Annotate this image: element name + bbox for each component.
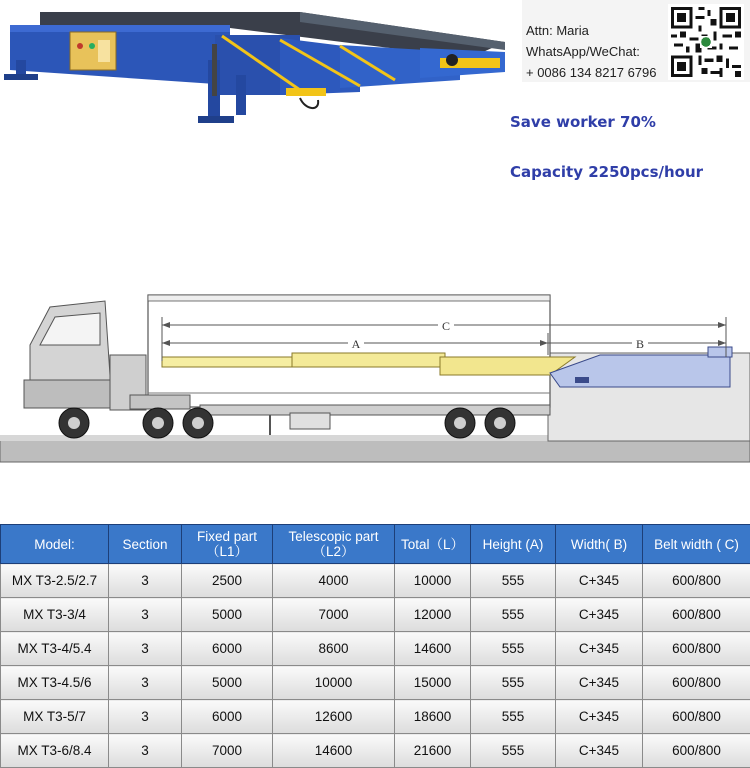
cell-belt-width: 600/800 (643, 734, 750, 768)
cell-model: MX T3-3/4 (1, 598, 109, 632)
cell-fixed-part: 2500 (182, 564, 273, 598)
cell-fixed-part: 6000 (182, 700, 273, 734)
table-row (1, 734, 750, 768)
header-section: Section (109, 525, 182, 564)
cell-section: 3 (109, 734, 182, 768)
table-row (1, 564, 750, 598)
cell-telescopic-part: 12600 (273, 700, 395, 734)
cell-height: 555 (471, 598, 556, 632)
cell-fixed-part: 5000 (182, 666, 273, 700)
conveyor-photo (0, 0, 505, 130)
cell-height: 555 (471, 734, 556, 768)
cell-height: 555 (471, 632, 556, 666)
cell-width: C+345 (556, 700, 643, 734)
cell-total: 14600 (395, 632, 471, 666)
contact-attn: Attn: Maria (526, 23, 589, 38)
cell-telescopic-part: 10000 (273, 666, 395, 700)
cell-section: 3 (109, 598, 182, 632)
table-row (1, 598, 750, 632)
contact-whatsapp-label: WhatsApp/WeChat: (526, 44, 640, 59)
feature-save-worker: Save worker 70% (510, 113, 656, 131)
contact-phone: + 0086 134 8217 6796 (526, 65, 657, 80)
cell-width: C+345 (556, 734, 643, 768)
dimension-label-a: A (352, 337, 361, 351)
cell-belt-width: 600/800 (643, 700, 750, 734)
cell-width: C+345 (556, 632, 643, 666)
cell-model: MX T3-4/5.4 (1, 632, 109, 666)
header-belt-width: Belt width ( C) (643, 525, 750, 564)
header-telescopic-part: Telescopic part （L2） (273, 525, 395, 564)
cell-width: C+345 (556, 598, 643, 632)
cell-belt-width: 600/800 (643, 666, 750, 700)
cell-telescopic-part: 7000 (273, 598, 395, 632)
cell-total: 21600 (395, 734, 471, 768)
header-fixed-part: Fixed part （L1） (182, 525, 273, 564)
header-total: Total（L） (395, 525, 471, 564)
cell-fixed-part: 6000 (182, 632, 273, 666)
cell-total: 15000 (395, 666, 471, 700)
cell-section: 3 (109, 632, 182, 666)
cell-height: 555 (471, 564, 556, 598)
cell-width: C+345 (556, 564, 643, 598)
feature-capacity: Capacity 2250pcs/hour (510, 163, 703, 181)
cell-section: 3 (109, 564, 182, 598)
table-row (1, 700, 750, 734)
table-row (1, 632, 750, 666)
table-header-row (1, 525, 750, 564)
cell-telescopic-part: 4000 (273, 564, 395, 598)
cell-section: 3 (109, 666, 182, 700)
dimension-label-b: B (636, 337, 644, 351)
cell-telescopic-part: 8600 (273, 632, 395, 666)
cell-model: MX T3-4.5/6 (1, 666, 109, 700)
dimension-label-c: C (442, 319, 450, 333)
table-row (1, 666, 750, 700)
cell-telescopic-part: 14600 (273, 734, 395, 768)
header-model: Model: (1, 525, 109, 564)
cell-total: 10000 (395, 564, 471, 598)
header-width: Width( B) (556, 525, 643, 564)
header-height: Height (A) (471, 525, 556, 564)
cell-height: 555 (471, 700, 556, 734)
qr-code-icon (668, 4, 744, 80)
cell-belt-width: 600/800 (643, 598, 750, 632)
cell-belt-width: 600/800 (643, 564, 750, 598)
cell-model: MX T3-6/8.4 (1, 734, 109, 768)
cell-section: 3 (109, 700, 182, 734)
spec-table (0, 524, 750, 768)
cell-fixed-part: 7000 (182, 734, 273, 768)
cell-height: 555 (471, 666, 556, 700)
cell-model: MX T3-2.5/2.7 (1, 564, 109, 598)
loading-diagram (0, 285, 750, 470)
cell-belt-width: 600/800 (643, 632, 750, 666)
cell-fixed-part: 5000 (182, 598, 273, 632)
cell-total: 12000 (395, 598, 471, 632)
cell-width: C+345 (556, 666, 643, 700)
cell-model: MX T3-5/7 (1, 700, 109, 734)
cell-total: 18600 (395, 700, 471, 734)
